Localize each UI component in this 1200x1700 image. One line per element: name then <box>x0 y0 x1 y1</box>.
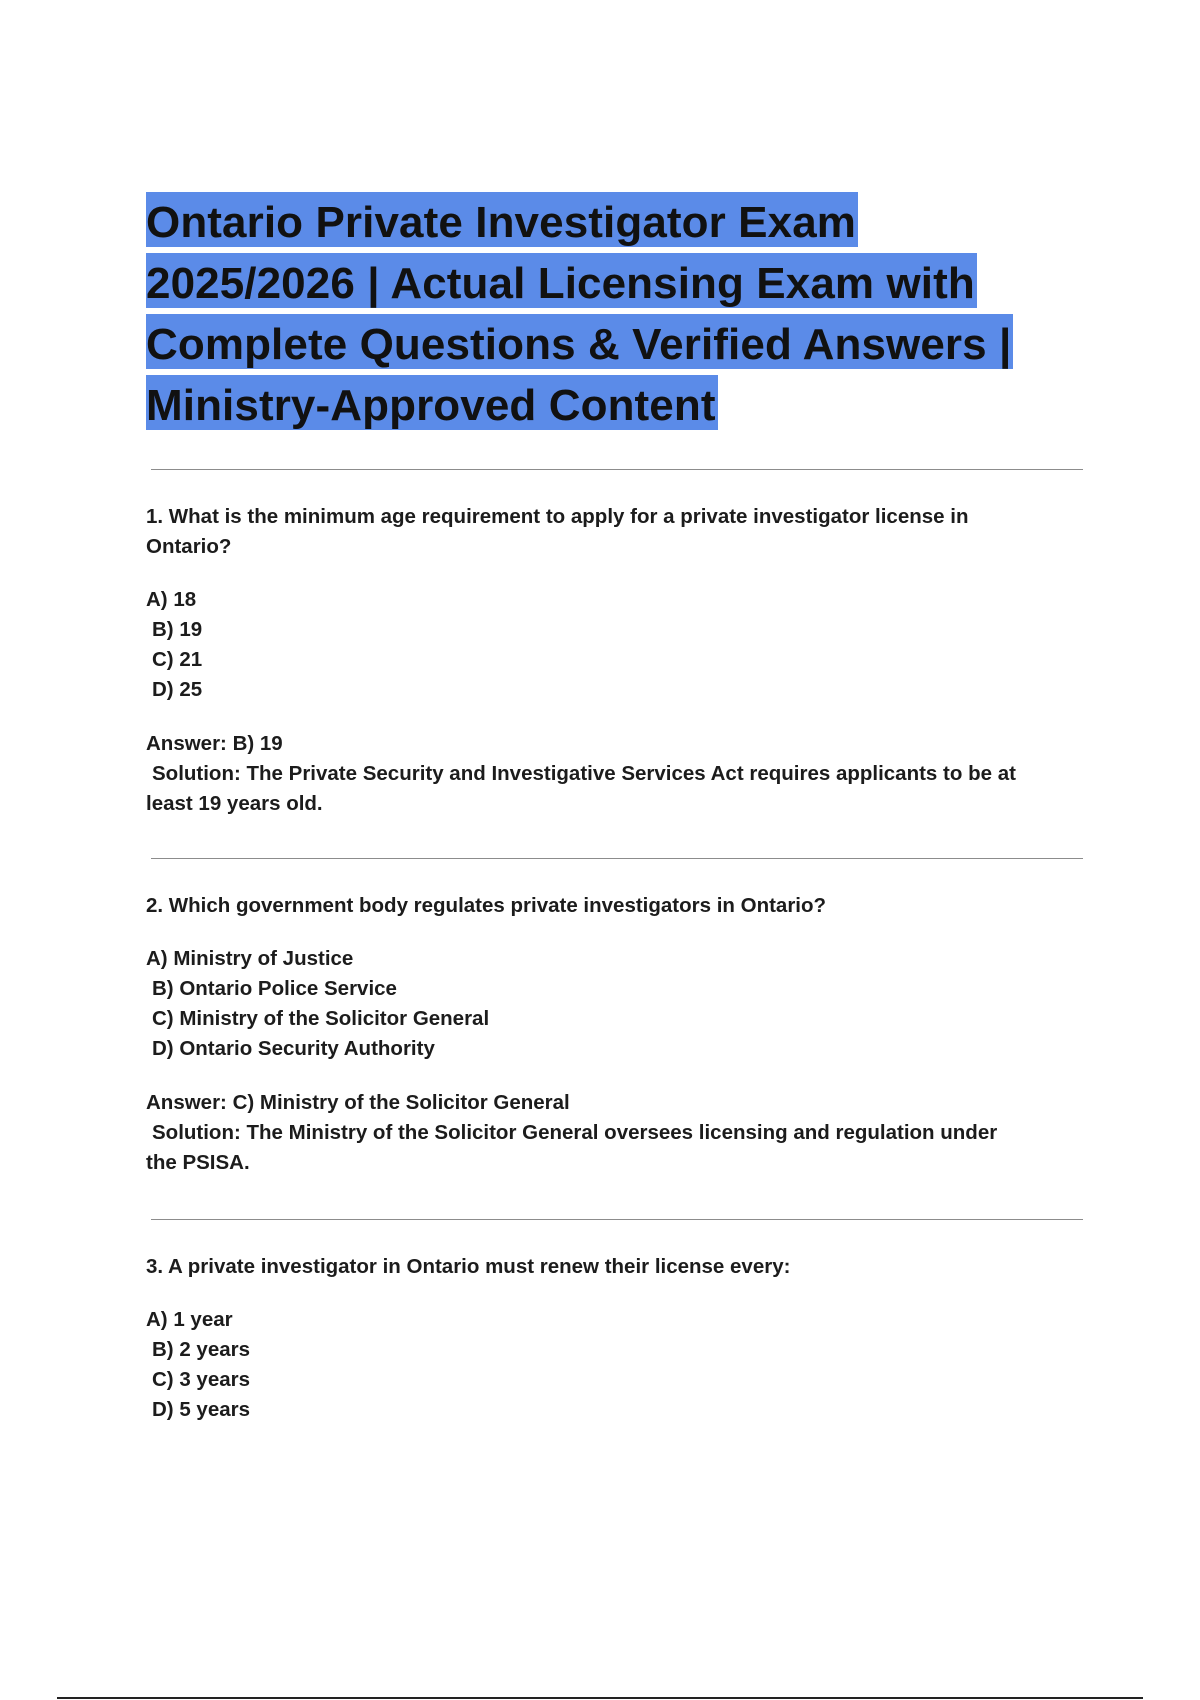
answer-block <box>146 729 1096 819</box>
question-text-line: 3. A private investigator in Ontario must renew their license every: <box>146 1255 791 1278</box>
option-d: D) 25 <box>152 678 203 701</box>
answer-text: Answer: B) 19 <box>146 732 283 755</box>
title-line-1: Ontario Private Investigator Exam <box>146 192 858 247</box>
document-title <box>146 192 1086 436</box>
option-a: A) Ministry of Justice <box>146 947 354 970</box>
option-b: B) 19 <box>152 618 203 641</box>
option-c: C) Ministry of the Solicitor General <box>152 1007 490 1030</box>
answer-block <box>146 1088 1096 1178</box>
solution-text: Solution: The Ministry of the Solicitor General oversees licensing and regulation under <box>152 1121 998 1144</box>
solution-text-continued: the PSISA. <box>146 1151 250 1174</box>
question-text-line: 2. Which government body regulates private investigators in Ontario? <box>146 894 827 917</box>
option-c: C) 3 years <box>152 1368 251 1391</box>
option-b: B) 2 years <box>152 1338 251 1361</box>
question-text-line: Ontario? <box>146 535 232 558</box>
option-list <box>146 944 1096 1064</box>
option-list <box>146 1305 1096 1425</box>
title-line-2: 2025/2026 | Actual Licensing Exam with <box>146 253 977 308</box>
option-d: D) Ontario Security Authority <box>152 1037 435 1060</box>
option-a: A) 1 year <box>146 1308 233 1331</box>
solution-text-continued: least 19 years old. <box>146 792 323 815</box>
option-a: A) 18 <box>146 588 197 611</box>
option-c: C) 21 <box>152 648 203 671</box>
option-d: D) 5 years <box>152 1398 251 1421</box>
question-text <box>146 1252 1096 1282</box>
section-divider <box>151 469 1083 470</box>
section-divider <box>151 1219 1083 1220</box>
question-text <box>146 891 1096 921</box>
question-text-line: 1. What is the minimum age requirement to apply for a private investigator license in <box>146 505 969 528</box>
option-list <box>146 585 1096 705</box>
title-line-3: Complete Questions & Verified Answers | <box>146 314 1013 369</box>
question-1 <box>146 502 1096 819</box>
option-b: B) Ontario Police Service <box>152 977 397 1000</box>
question-3 <box>146 1252 1096 1425</box>
answer-text: Answer: C) Ministry of the Solicitor General <box>146 1091 570 1114</box>
question-text <box>146 502 1096 562</box>
section-divider <box>151 858 1083 859</box>
title-line-4: Ministry-Approved Content <box>146 375 718 430</box>
question-2 <box>146 891 1096 1178</box>
page-bottom-rule <box>57 1697 1143 1699</box>
solution-text: Solution: The Private Security and Investigative Services Act requires applicants to be at <box>152 762 1016 785</box>
